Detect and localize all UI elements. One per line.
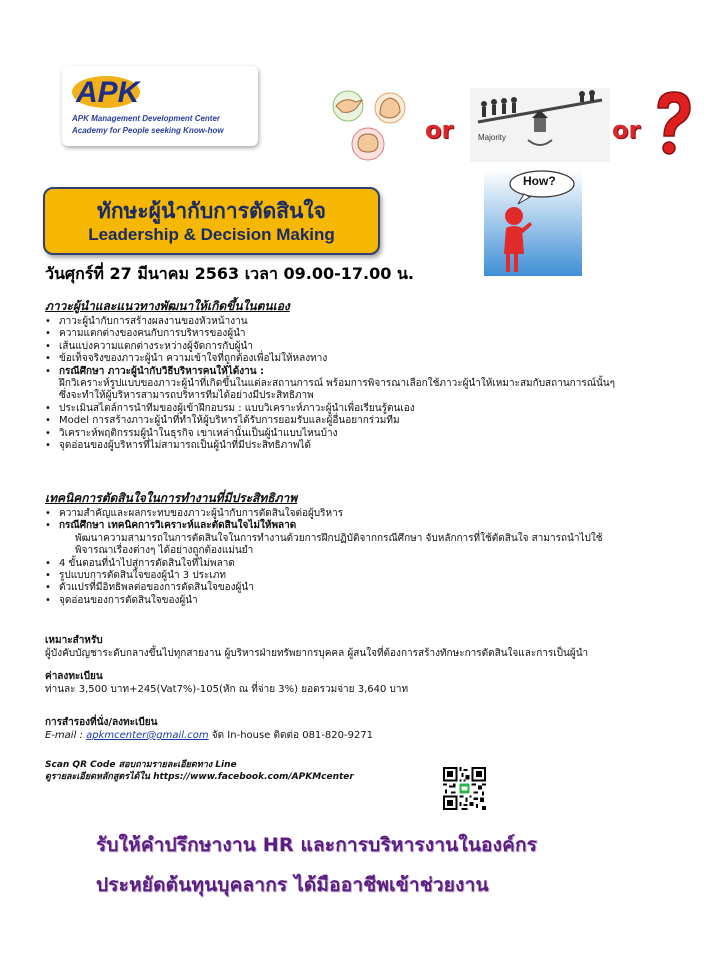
logo-line-2: Academy for People seeking Know-how	[72, 126, 224, 135]
list-item: • วิเคราะห์พฤติกรรมผู้นำในธุรกิจ เขาเหล่านั้นเป็นผู้นำแบบไหนบ้าง	[45, 428, 685, 440]
section-leadership	[45, 298, 685, 452]
promo-line-2: ประหยัดต้นทุนบุคลากร ได้มืออาชีพเข้าช่วยงาน	[96, 874, 489, 896]
list-item: • 4 ขั้นตอนที่นำไปสู่การตัดสินใจที่ไม่พลาด	[45, 558, 685, 570]
list-item: • ความแตกต่างของคนกับการบริหารของผู้นำ	[45, 328, 685, 340]
list-item: • รูปแบบการตัดสินใจของผู้นำ 3 ประเภท	[45, 570, 685, 582]
fee-text: ท่านละ 3,500 บาท+245(Vat7%)-105(หัก ณ ที่จ่าย 3%) ยอดรวมจ่าย 3,640 บาท	[45, 684, 409, 695]
majority-seesaw-icon	[470, 88, 610, 162]
title-banner	[43, 187, 380, 255]
majority-label: Majority	[478, 133, 507, 142]
or-text-right: or	[612, 116, 641, 144]
case-study-title: • กรณีศึกษา เทคนิคการวิเคราะห์และตัดสินใจไม่ให้พลาด	[59, 520, 297, 532]
email-prefix: E-mail :	[45, 730, 87, 741]
case-study-line: ซึ่งจะทำให้ผู้บริหารสามารถบริหารทีมได้อย่างมีประสิทธิภาพ	[59, 390, 314, 402]
qr-line-1: Scan QR Code สอบถามรายละเอียดทาง Line	[45, 760, 237, 770]
section-2-heading: เทคนิคการตัดสินใจในการทำงานที่มีประสิทธิภาพ	[45, 491, 298, 505]
section-1-list	[45, 316, 685, 452]
promo-line-1: รับให้คำปรึกษางาน HR และการบริหารงานในองค์กร	[96, 834, 538, 856]
logo-line-1: APK Management Development Center	[72, 114, 221, 123]
qr-line-2: ดูรายละเอียดหลักสูตรได้ใน https://www.facebook.com/APKMcenter	[45, 772, 354, 782]
logo-mark-text: APK	[76, 76, 140, 109]
register-label: การสำรองที่นั่ง/ลงทะเบียน	[45, 717, 158, 728]
fee-block	[45, 670, 695, 696]
title-thai: ทักษะผู้นำกับการตัดสินใจ	[97, 199, 326, 223]
register-block	[45, 716, 695, 742]
list-item-case-study	[45, 520, 685, 557]
list-item: • ข้อเท็จจริงของภาวะผู้นำ ความเข้าใจที่ถูกต้องเพื่อไม่ให้หลงทาง	[45, 353, 685, 365]
company-logo	[62, 66, 258, 146]
inhouse-contact: จัด In-house ติดต่อ 081-820-9271	[208, 730, 374, 741]
case-study-line: พิจารณาเรื่องต่างๆ ได้อย่างถูกต้องแม่นยำ	[75, 545, 254, 557]
course-date: วันศุกร์ที่ 27 มีนาคม 2563 เวลา 09.00-17.00 น.	[45, 264, 414, 283]
list-item: • จุดอ่อนของการตัดสินใจของผู้นำ	[45, 595, 685, 607]
case-study-line: ฝึกวิเคราะห์รูปแบบของภาวะผู้นำที่เกิดขึ้นในแต่ละสถานการณ์ พร้อมการพิจารณาเลือกใช้ภาวะผู้นำให้เหมาะสมกับสถานการณ์นั้นๆ	[59, 378, 616, 390]
how-speech-text: How?	[523, 174, 556, 188]
list-item: • จุดอ่อนของผู้บริหารที่ไม่สามารถเป็นผู้นำที่มีประสิทธิภาพได้	[45, 440, 685, 452]
case-study-line: พัฒนาความสามารถในการตัดสินใจในการทำงานด้วยการฝึกปฏิบัติจากกรณีศึกษา จับหลักการที่ใช้ตัดสินใจ สามารถนำไปใช้	[75, 532, 603, 544]
qr-info	[45, 759, 354, 783]
or-text-left: or	[425, 116, 454, 144]
list-item: • เส้นแบ่งความแตกต่างระหว่างผู้จัดการกับผู้นำ	[45, 341, 685, 353]
list-item: • ภาวะผู้นำกับการสร้างผลงานของหัวหน้างาน	[45, 316, 685, 328]
list-item-case-study	[45, 366, 685, 403]
audience-block	[45, 634, 695, 660]
title-english: Leadership & Decision Making	[88, 225, 335, 244]
fee-label: ค่าลงทะเบียน	[45, 671, 103, 682]
list-item: • ความสำคัญและผลกระทบของภาวะผู้นำกับการตัดสินใจต่อผู้บริหาร	[45, 508, 685, 520]
list-item: • Model การสร้างภาวะผู้นำที่ทำให้ผู้บริหารได้รับการยอมรับและผู้อื่นอยากร่วมทีม	[45, 415, 685, 427]
list-item: • ประเมินสไตล์การนำทีมของผู้เข้าฝึกอบรม : แบบวิเคราะห์ภาวะผู้นำเพื่อเรียนรู้ตนเอง	[45, 403, 685, 415]
list-item: • ตัวแปรที่มีอิทธิพลต่อของการตัดสินใจของผู้นำ	[45, 582, 685, 594]
audience-label: เหมาะสำหรับ	[45, 635, 103, 646]
section-1-heading: ภาวะผู้นำและแนวทางพัฒนาให้เกิดขึ้นในตนเอง	[45, 299, 290, 313]
qr-code-icon[interactable]	[443, 767, 486, 810]
apk-logo-mark	[72, 72, 144, 110]
section-decision-making	[45, 490, 685, 607]
audience-text: ผู้บังคับบัญชาระดับกลางขึ้นไปทุกสายงาน ผู้บริหารฝ่ายทรัพยากรบุคคล ผู้สนใจที่ต้องการสร้างทักษะการตัดสินใจและการเป็นผู้นำ	[45, 648, 589, 659]
rock-paper-scissors-icon	[326, 88, 416, 164]
question-mark-icon	[648, 90, 696, 158]
case-study-title: • กรณีศึกษา ภาวะผู้นำกับวิธีบริหารคนให้ได้งาน :	[59, 365, 265, 377]
section-2-list	[45, 508, 685, 607]
email-link[interactable]: apkmcenter@gmail.com	[86, 730, 209, 741]
